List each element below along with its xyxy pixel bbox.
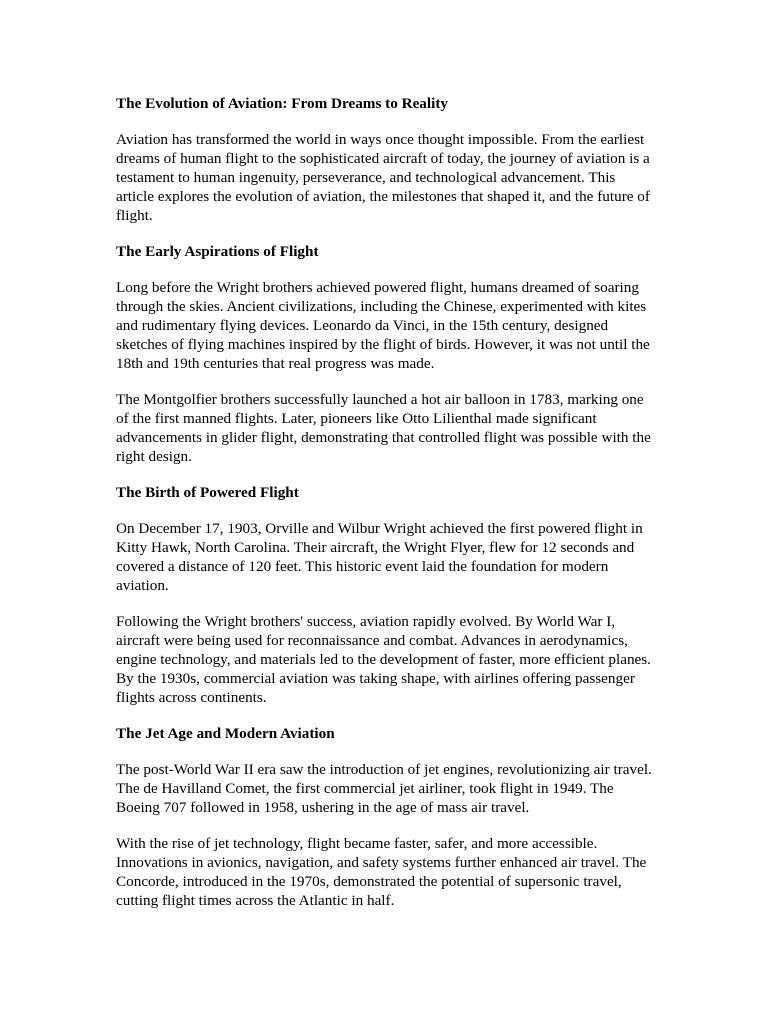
paragraph: With the rise of jet technology, flight became faster, safer, and more accessible. Innovations in avionics, navigation, and safety systems further enhanced air travel. The Concorde, introduced in the 1970s, demonstrated the potential of supersonic travel, cutting flight times across the Atlantic in half. xyxy=(116,835,647,909)
paragraph: On December 17, 1903, Orville and Wilbur Wright achieved the first powered flight in Kitty Hawk, North Carolina. Their aircraft, the Wright Flyer, flew for 12 seconds and covered a distance of 120 feet. This historic event laid the foundation for modern aviation. xyxy=(116,520,643,594)
intro-paragraph: Aviation has transformed the world in ways once thought impossible. From the earliest dreams of human flight to the sophisticated aircraft of today, the journey of aviation is a testament to human ingenuity, perseverance, and technological advancement. This article explores the evolution of aviation, the milestones that shaped it, and the future of flight. xyxy=(116,131,650,224)
paragraph: The Montgolfier brothers successfully launched a hot air balloon in 1783, marking one of the first manned flights. Later, pioneers like Otto Lilienthal made significant advancements in glider flight, demonstrating that controlled flight was possible with the right design. xyxy=(116,391,651,465)
section-heading-jet-age: The Jet Age and Modern Aviation xyxy=(116,725,335,742)
paragraph: Long before the Wright brothers achieved powered flight, humans dreamed of soaring through the skies. Ancient civilizations, including the Chinese, experimented with kites and rudimentary flying devices. Leonardo da Vinci, in the 15th century, designed sketches of flying machines inspired by the flight of birds. However, it was not until the 18th and 19th centuries that real progress was made. xyxy=(116,279,650,372)
section-heading-early-aspirations: The Early Aspirations of Flight xyxy=(116,243,319,260)
section-heading-powered-flight: The Birth of Powered Flight xyxy=(116,484,299,501)
document-title: The Evolution of Aviation: From Dreams to Reality xyxy=(116,95,448,112)
paragraph: Following the Wright brothers' success, aviation rapidly evolved. By World War I, aircraft were being used for reconnaissance and combat. Advances in aerodynamics, engine technology, and materials led to the development of faster, more efficient planes. By the 1930s, commercial aviation was taking shape, with airlines offering passenger flights across continents. xyxy=(116,613,651,706)
paragraph: The post-World War II era saw the introduction of jet engines, revolutionizing air travel. The de Havilland Comet, the first commercial jet airliner, took flight in 1949. The Boeing 707 followed in 1958, ushering in the age of mass air travel. xyxy=(116,761,652,816)
